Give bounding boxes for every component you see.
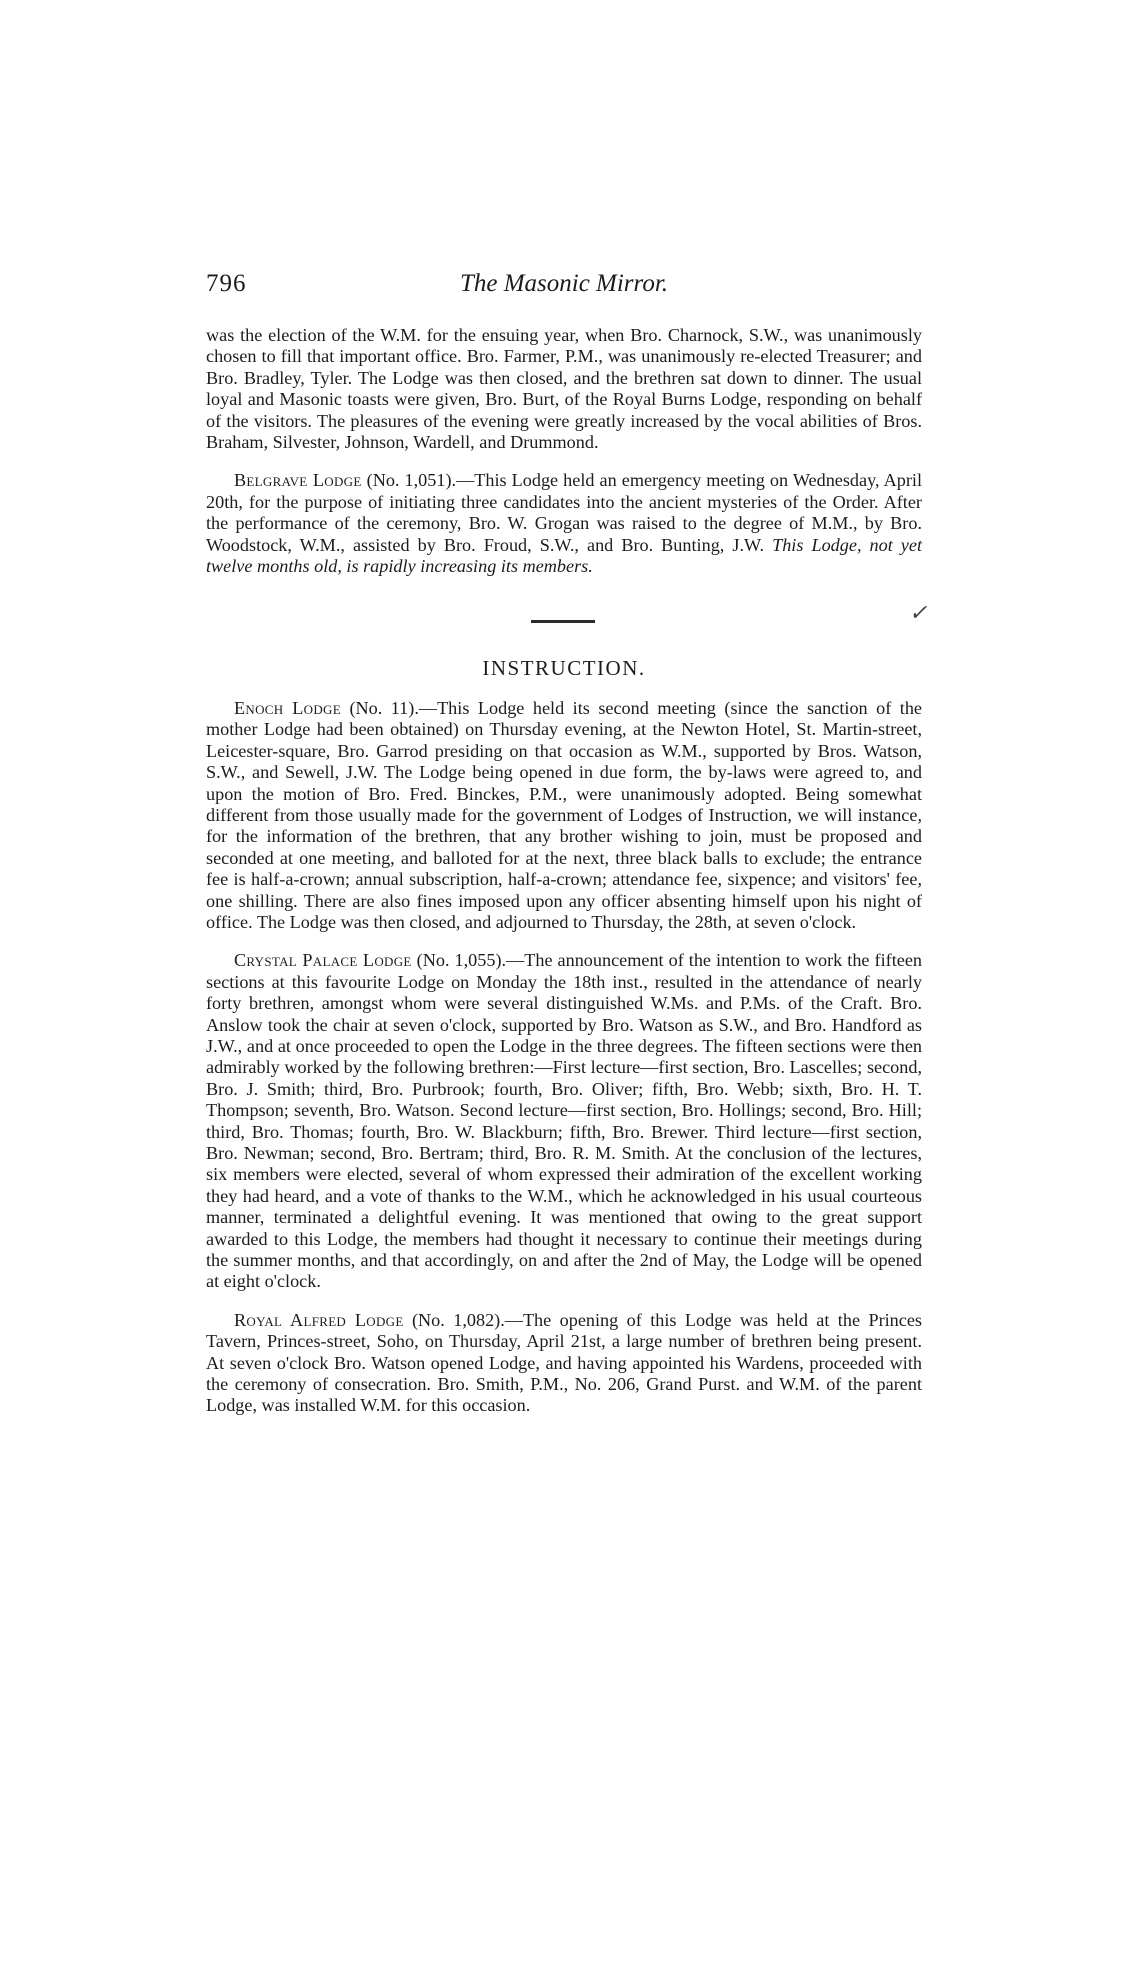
enoch-lodge-paragraph xyxy=(206,698,922,933)
belgrave-lodge-paragraph xyxy=(206,470,922,577)
belgrave-lodge-text: (No. 1,051).—This Lodge held an emergency meeting on Wednesday, April 20th, for the purpose of initiating three candidates into the ancient mysteries of the Order. After the performance of the ceremony, Bro. W. Grogan was raised to the degree of M.M., by Bro. Woodstock, W.M., assisted by Bro. Froud, S.W., and Bro. Bunting, J.W. xyxy=(206,470,923,555)
continuation-text: was the election of the W.M. for the ensuing year, when Bro. Charnock, S.W., was unanimously chosen to fill that important office. Bro. Farmer, P.M., was unanimously re-elected Treasurer; and Bro. Bradley, Tyler. The Lodge was then closed, and the brethren sat down to dinner. The usual loyal and Masonic toasts were given, Bro. Burt, of the Royal Burns Lodge, responding on behalf of the visitors. The pleasures of the evening were greatly increased by the vocal abilities of Bros. Braham, Silvester, Johnson, Wardell, and Drummond. xyxy=(206,325,922,453)
section-heading-instruction: INSTRUCTION. xyxy=(482,656,646,681)
pencil-checkmark: ✓ xyxy=(909,600,928,626)
royal-alfred-lodge-text: (No. 1,082).—The opening of this Lodge was held at the Princes Tavern, Princes-street, Soho, on Thursday, April 21st, a large number of brethren being present. At seven o'clock Bro. Watson opened Lodge, and having appointed his Wardens, proceeded with the ceremony of consecration. Bro. Smith, P.M., No. 206, Grand Purst. and W.M. of the parent Lodge, was installed W.M. for this occasion. xyxy=(206,1309,922,1416)
royal-alfred-lodge-paragraph xyxy=(206,1310,922,1417)
page-number: 796 xyxy=(206,270,247,297)
page-header xyxy=(206,270,922,310)
section-separator xyxy=(206,594,928,650)
continuation-paragraph xyxy=(206,325,922,453)
belgrave-lodge-italic-text: This Lodge, not yet twelve months old, is rapidly increasing its members. xyxy=(206,534,923,577)
royal-alfred-lodge-name: Royal Alfred Lodge xyxy=(234,1309,404,1330)
belgrave-lodge-name: Belgrave Lodge xyxy=(234,470,362,491)
text-column xyxy=(206,325,928,1434)
crystal-palace-lodge-text: (No. 1,055).—The announcement of the intention to work the fifteen sections at this favourite Lodge on Monday the 18th inst., resulted in the attendance of nearly forty brethren, amongst whom were several distinguished W.Ms. and P.Ms. of the Craft. Bro. Anslow took the chair at seven o'clock, supported by Bro. Watson as S.W., and Bro. Handford as J.W., and at once proceeded to open the Lodge in the three degrees. The fifteen sections were then admirably worked by the following brethren:—First lecture—first section, Bro. Lascelles; second, Bro. J. Smith; third, Bro. Purbrook; fourth, Bro. Oliver; fifth, Bro. Webb; sixth, Bro. H. T. Thompson; seventh, Bro. Watson. Second lecture—first section, Bro. Hollings; second, Bro. Hill; third, Bro. Thomas; fourth, Bro. W. Blackburn; fifth, Bro. Brewer. Third lecture—first section, Bro. Newman; second, Bro. Bertram; third, Bro. R. M. Smith. At the conclusion of the lectures, six members were elected, several of whom expressed their admiration of the excellent working they had heard, and a vote of thanks to the W.M., which he acknowledged in his usual courteous manner, terminated a delightful evening. It was mentioned that owing to the great support awarded to this Lodge, the members had thought it necessary to continue their meetings during the summer months, and that accordingly, on and after the 2nd of May, the Lodge will be opened at eight o'clock. xyxy=(206,950,922,1292)
enoch-lodge-text: (No. 11).—This Lodge held its second meeting (since the sanction of the mother Lodge had been obtained) on Thursday evening, at the Newton Hotel, St. Martin-street, Leicester-square, Bro. Garrod presiding on that occasion as W.M., supported by Bros. Watson, S.W., and Sewell, J.W. The Lodge being opened in due form, the by-laws were agreed to, and upon the motion of Bro. Fred. Binckes, P.M., were unanimously adopted. Being somewhat different from those usually made for the government of Lodges of Instruction, we will instance, for the information of the brethren, that any brother wishing to join, must be proposed and seconded at one meeting, and balloted for at the next, three black balls to exclude; the entrance fee is half-a-crown; annual subscription, half-a-crown; attendance fee, sixpence; and visitors' fee, one shilling. There are also fines imposed upon any officer absenting himself upon his night of office. The Lodge was then closed, and adjourned to Thursday, the 28th, at seven o'clock. xyxy=(206,697,922,932)
separator-rule xyxy=(531,620,595,623)
crystal-palace-lodge-paragraph xyxy=(206,950,922,1293)
running-title: The Masonic Mirror. xyxy=(459,270,669,297)
crystal-palace-lodge-name: Crystal Palace Lodge xyxy=(234,950,412,971)
enoch-lodge-name: Enoch Lodge xyxy=(234,697,341,718)
